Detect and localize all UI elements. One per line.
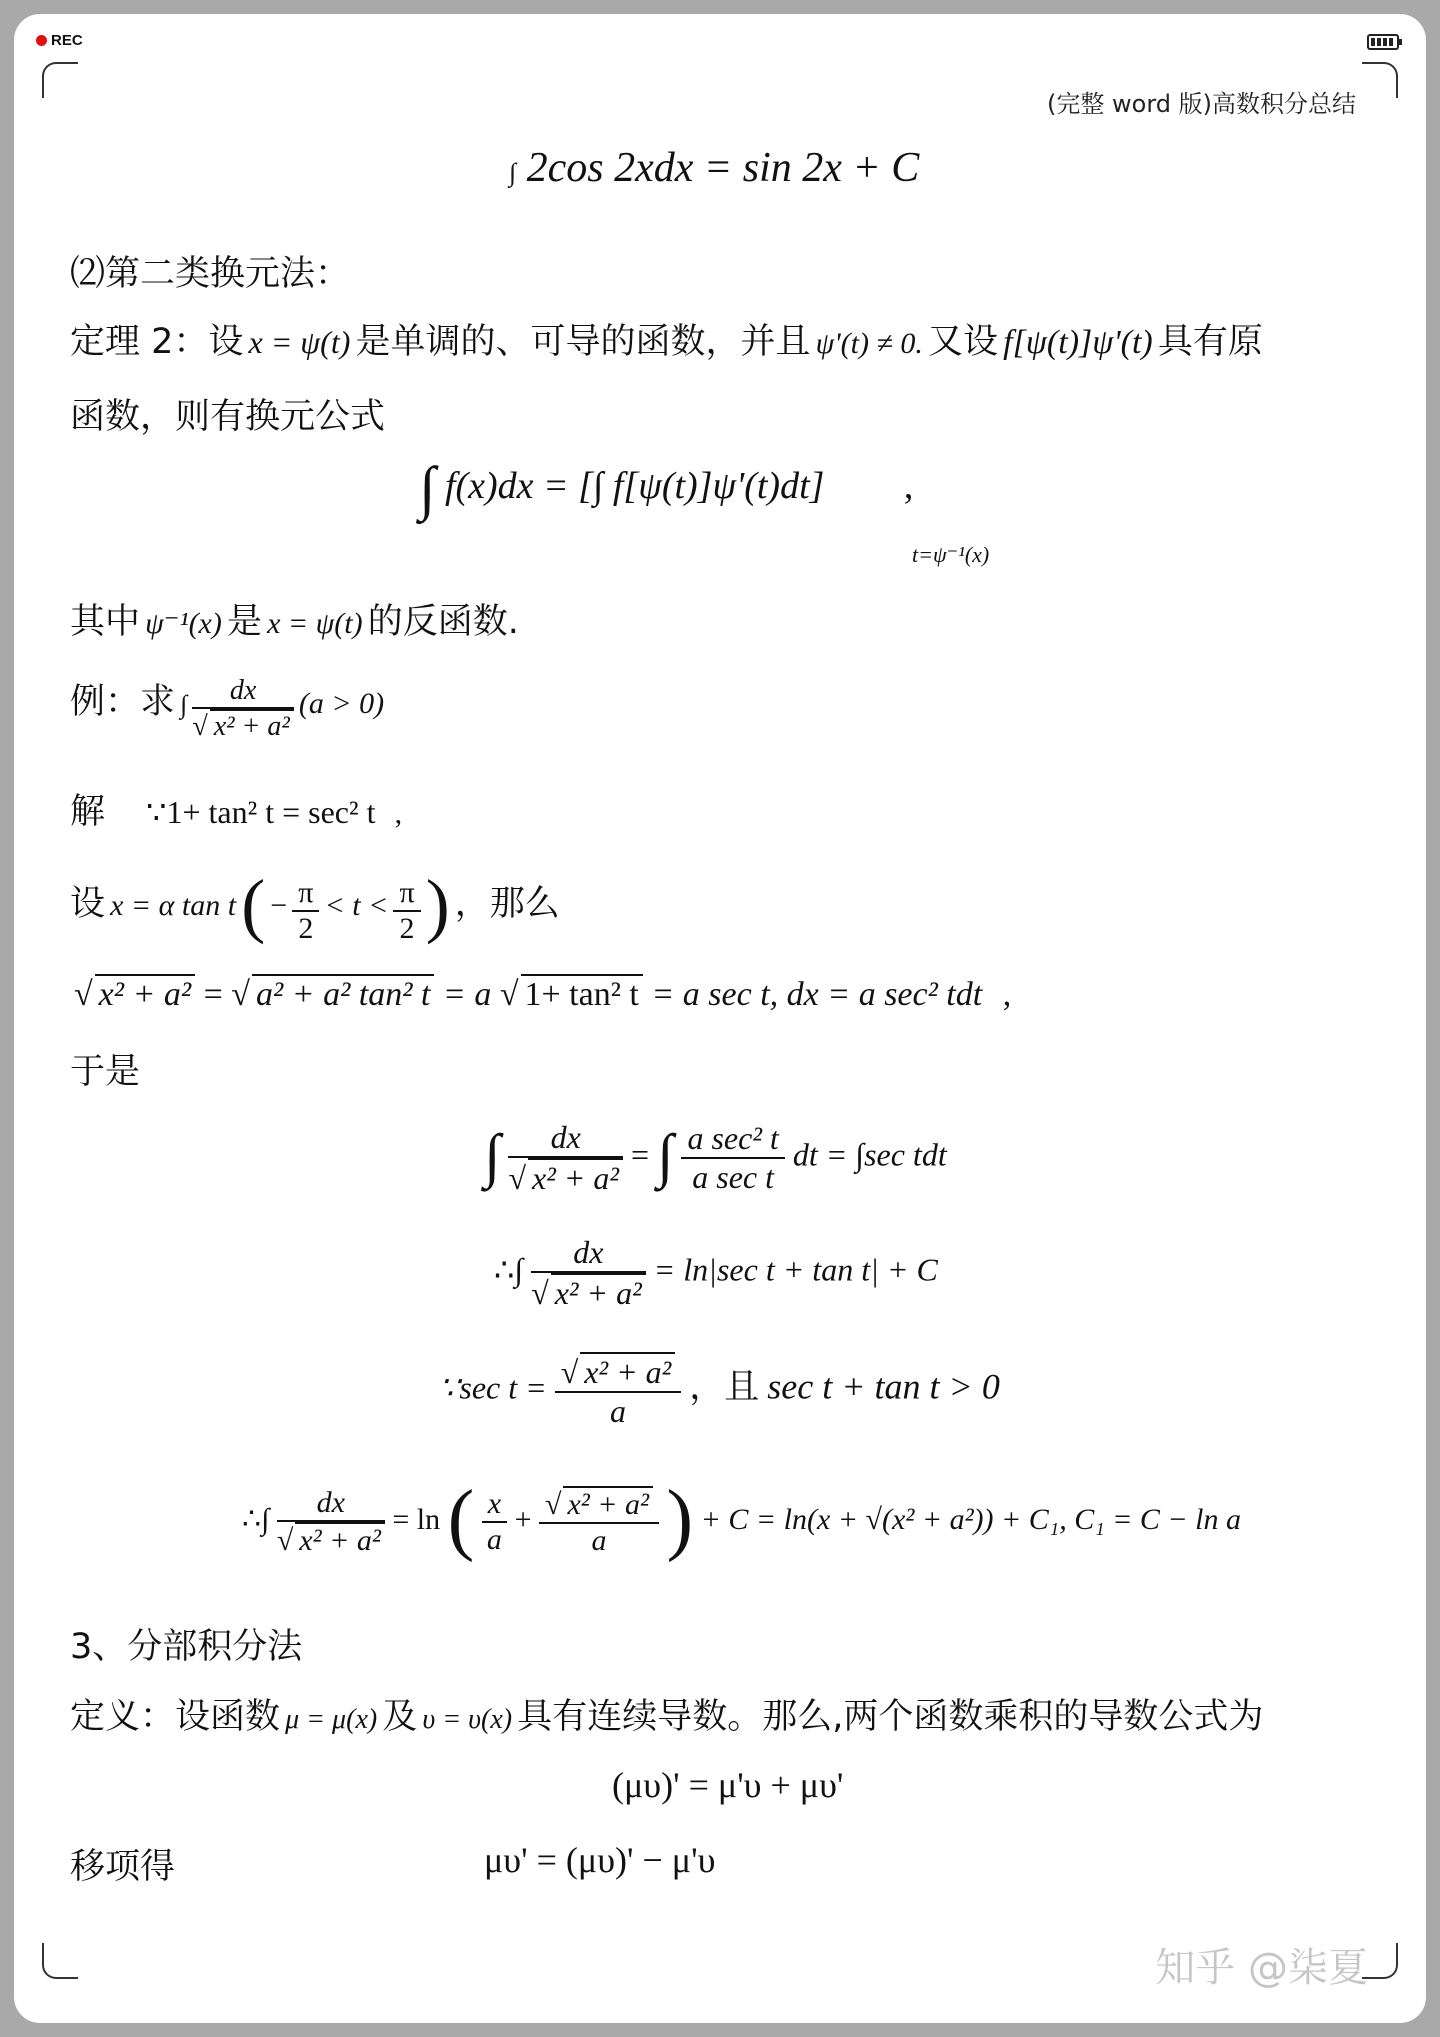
two-denominator: 2 xyxy=(298,911,314,945)
int1-den-radicand: x² + a² xyxy=(528,1158,623,1197)
set-range-minus: − xyxy=(270,889,288,922)
example-numerator: dx xyxy=(192,675,294,709)
int2-numerator: dx xyxy=(531,1234,646,1273)
corner-mark-bottom-left xyxy=(42,1943,78,1979)
section2-title: ⑵第二类换元法： xyxy=(70,254,351,294)
set-expr: x = α tan t xyxy=(110,889,237,922)
example-denominator: √ x² + a² xyxy=(192,709,294,743)
theorem-lead: 定理 2：设 xyxy=(70,322,244,362)
theorem-mid1: 是单调的、可导的函数，并且 xyxy=(355,322,811,362)
int1-mid-denominator: a sec t xyxy=(692,1159,775,1195)
solve-line xyxy=(70,784,402,834)
theorem-cond3: f[ψ(t)]ψ'(t) xyxy=(1003,324,1153,361)
top-formula-text: 2cos 2xdx = sin 2x + C xyxy=(526,145,920,191)
pi-numerator: π xyxy=(292,876,319,912)
final-fraction xyxy=(277,1486,385,1558)
final-lead: ∴∫ xyxy=(242,1503,270,1536)
right-paren: ) xyxy=(425,865,450,945)
inverse-expr: ψ⁻¹(x) xyxy=(145,607,222,640)
solve-formula: ∵1+ tan² t = sec² t xyxy=(146,794,376,830)
final-x-over-a xyxy=(482,1487,507,1557)
final-denominator: √ x² + a² xyxy=(277,1522,385,1558)
inverse-tail: 的反函数. xyxy=(367,602,519,642)
definition-and: 及 xyxy=(382,1697,418,1737)
final-numerator: dx xyxy=(277,1486,385,1522)
integral-line-2 xyxy=(494,1234,938,1312)
example-line xyxy=(70,674,384,743)
solve-lead: 解 xyxy=(70,792,106,832)
sec-num-radicand: x² + a² xyxy=(580,1352,675,1391)
right-paren: ) xyxy=(666,1475,694,1563)
sec-denominator: a xyxy=(609,1393,626,1429)
example-condition: (a > 0) xyxy=(298,687,385,720)
theorem-mid2: 又设 xyxy=(928,322,999,362)
set-tail: ，那么 xyxy=(454,884,560,924)
set-fraction-left xyxy=(292,876,319,946)
recording-indicator xyxy=(36,32,83,49)
int2-lead: ∴∫ xyxy=(494,1251,524,1288)
integral-line-1: ∫ $\frac{dx}{\text{√ x² + a²}}$ = ∫ $\frac{\text{a sec² t}}{\text{a sec t}}$ dt = ∫sec tdt xyxy=(484,1119,947,1196)
sqrt-chain-a: x² + a² xyxy=(95,974,195,1014)
set-range-mid: < t < xyxy=(324,889,389,922)
set-lead: 设 xyxy=(70,884,106,924)
section3-title: 3、分部积分法 xyxy=(70,1627,303,1667)
final-tail: + C = ln(x + √(x² + a²)) + C₁, C₁ = C − ln a xyxy=(700,1503,1241,1536)
final-sqrt-radicand: x² + a² xyxy=(563,1486,653,1522)
substitution-subscript: t=ψ⁻¹(x) xyxy=(912,542,990,567)
integral-sign: ∫ xyxy=(484,1122,501,1189)
final-line: ∴∫ $\frac{dx}{\text{√ x² + a²}}$ = ln ( $\frac{x}{a}$ + $\frac{\text{√ x² + a²}}{a}$ ) + C = ln(x + √(x² + a²)) + C₁, C₁ = C − ln a xyxy=(242,1475,1241,1563)
int1-tail: dt = ∫sec tdt xyxy=(792,1136,947,1173)
watermark: 知乎 @柒夏 xyxy=(1155,1945,1368,1991)
record-dot-icon xyxy=(36,35,47,46)
final-den-radicand: x² + a² xyxy=(295,1522,385,1558)
inverse-expr2: x = ψ(t) xyxy=(267,607,363,640)
int1-mid-fraction xyxy=(681,1120,784,1196)
definition-tail: 具有连续导数。那么,两个函数乘积的导数公式为 xyxy=(517,1697,1264,1737)
integral-sign: ∫ xyxy=(419,455,436,521)
inverse-line xyxy=(70,594,519,644)
definition-lead: 定义：设函数 xyxy=(70,1697,281,1737)
corner-mark-top-left xyxy=(42,62,78,98)
example-den-radicand: x² + a² xyxy=(210,709,294,743)
sqrt-chain: √ x² + a² = √ a² + a² tan² t = a √ 1+ tan² t = a sec t, dx = a sec² tdt , xyxy=(74,976,1012,1013)
sec-line xyxy=(439,1352,1000,1430)
left-paren: ( xyxy=(241,865,266,945)
set-fraction-right xyxy=(393,876,420,946)
sqrt-chain-b: a² + a² tan² t xyxy=(252,974,434,1014)
pi-numerator: π xyxy=(393,876,420,912)
example-fraction xyxy=(192,675,294,743)
final-a: a xyxy=(486,1523,502,1557)
int2-denominator: √ x² + a² xyxy=(531,1273,646,1312)
product-rule: (μυ)' = μ'υ + μυ' xyxy=(612,1765,844,1805)
rec-label: REC xyxy=(51,32,83,49)
int2-tail: = ln|sec t + tan t| + C xyxy=(653,1251,938,1288)
move-formula: μυ' = (μυ)' − μ'υ xyxy=(484,1840,716,1880)
left-paren: ( xyxy=(447,1475,475,1563)
inverse-mid: 是 xyxy=(226,602,262,642)
int1-mid-numerator: a sec² t xyxy=(681,1120,784,1159)
substitution-formula-text: f(x)dx = [∫ f[ψ(t)]ψ'(t)dt] xyxy=(444,465,825,507)
sec-fraction xyxy=(555,1352,682,1430)
theorem-line-1 xyxy=(70,314,1263,364)
theorem-line-2: 函数，则有换元公式 xyxy=(70,397,386,437)
yushi-label: 于是 xyxy=(70,1052,141,1092)
theorem-cond1: x = ψ(t) xyxy=(248,324,351,360)
sqrt-chain-tail: = a sec t, dx = a sec² tdt xyxy=(651,976,983,1013)
document-header-title: (完整 word 版)高数积分总结 xyxy=(1047,90,1356,118)
final-eq: = ln xyxy=(392,1503,441,1536)
int1-numerator: dx xyxy=(508,1119,623,1158)
theorem-cond2: ψ'(t) ≠ 0. xyxy=(815,327,923,360)
sec-numerator: √ x² + a² xyxy=(555,1352,682,1393)
integral-sign: ∫ xyxy=(657,1122,674,1189)
example-lead: 例：求 xyxy=(70,682,176,722)
definition-line xyxy=(70,1689,1263,1739)
int2-den-radicand: x² + a² xyxy=(551,1273,646,1312)
substitution-formula xyxy=(419,454,913,523)
int2-fraction xyxy=(531,1234,646,1312)
sec-tail: sec t + tan t > 0 xyxy=(767,1366,1000,1407)
solve-comma: , xyxy=(394,797,403,830)
top-formula xyxy=(509,144,919,192)
sqrt-chain-comma: , xyxy=(1002,976,1012,1013)
integral-sign: ∫ xyxy=(509,158,517,187)
integral-sign: ∫ xyxy=(180,690,188,719)
final-sqrt-num: √ x² + a² xyxy=(539,1486,659,1524)
formula-comma: , xyxy=(903,465,914,507)
two-denominator: 2 xyxy=(399,911,415,945)
move-label: 移项得 xyxy=(70,1847,176,1887)
set-line xyxy=(70,864,560,947)
final-sqrt-over-a xyxy=(539,1486,659,1558)
final-x: x xyxy=(482,1487,507,1523)
definition-nu: υ = υ(x) xyxy=(422,1704,513,1735)
sec-mid: ，且 xyxy=(689,1367,760,1408)
corner-mark-top-right xyxy=(1362,62,1398,98)
sec-lead: ∵sec t = xyxy=(439,1369,547,1406)
definition-mu: μ = μ(x) xyxy=(285,1704,378,1735)
sqrt-chain-c: 1+ tan² t xyxy=(521,974,643,1014)
battery-icon xyxy=(1367,34,1399,50)
inverse-lead: 其中 xyxy=(70,602,141,642)
final-a2: a xyxy=(591,1524,607,1558)
int1-fraction xyxy=(508,1119,623,1197)
theorem-tail: 具有原 xyxy=(1157,322,1263,362)
int1-denominator: √ x² + a² xyxy=(508,1158,623,1197)
document-page xyxy=(14,14,1426,2023)
